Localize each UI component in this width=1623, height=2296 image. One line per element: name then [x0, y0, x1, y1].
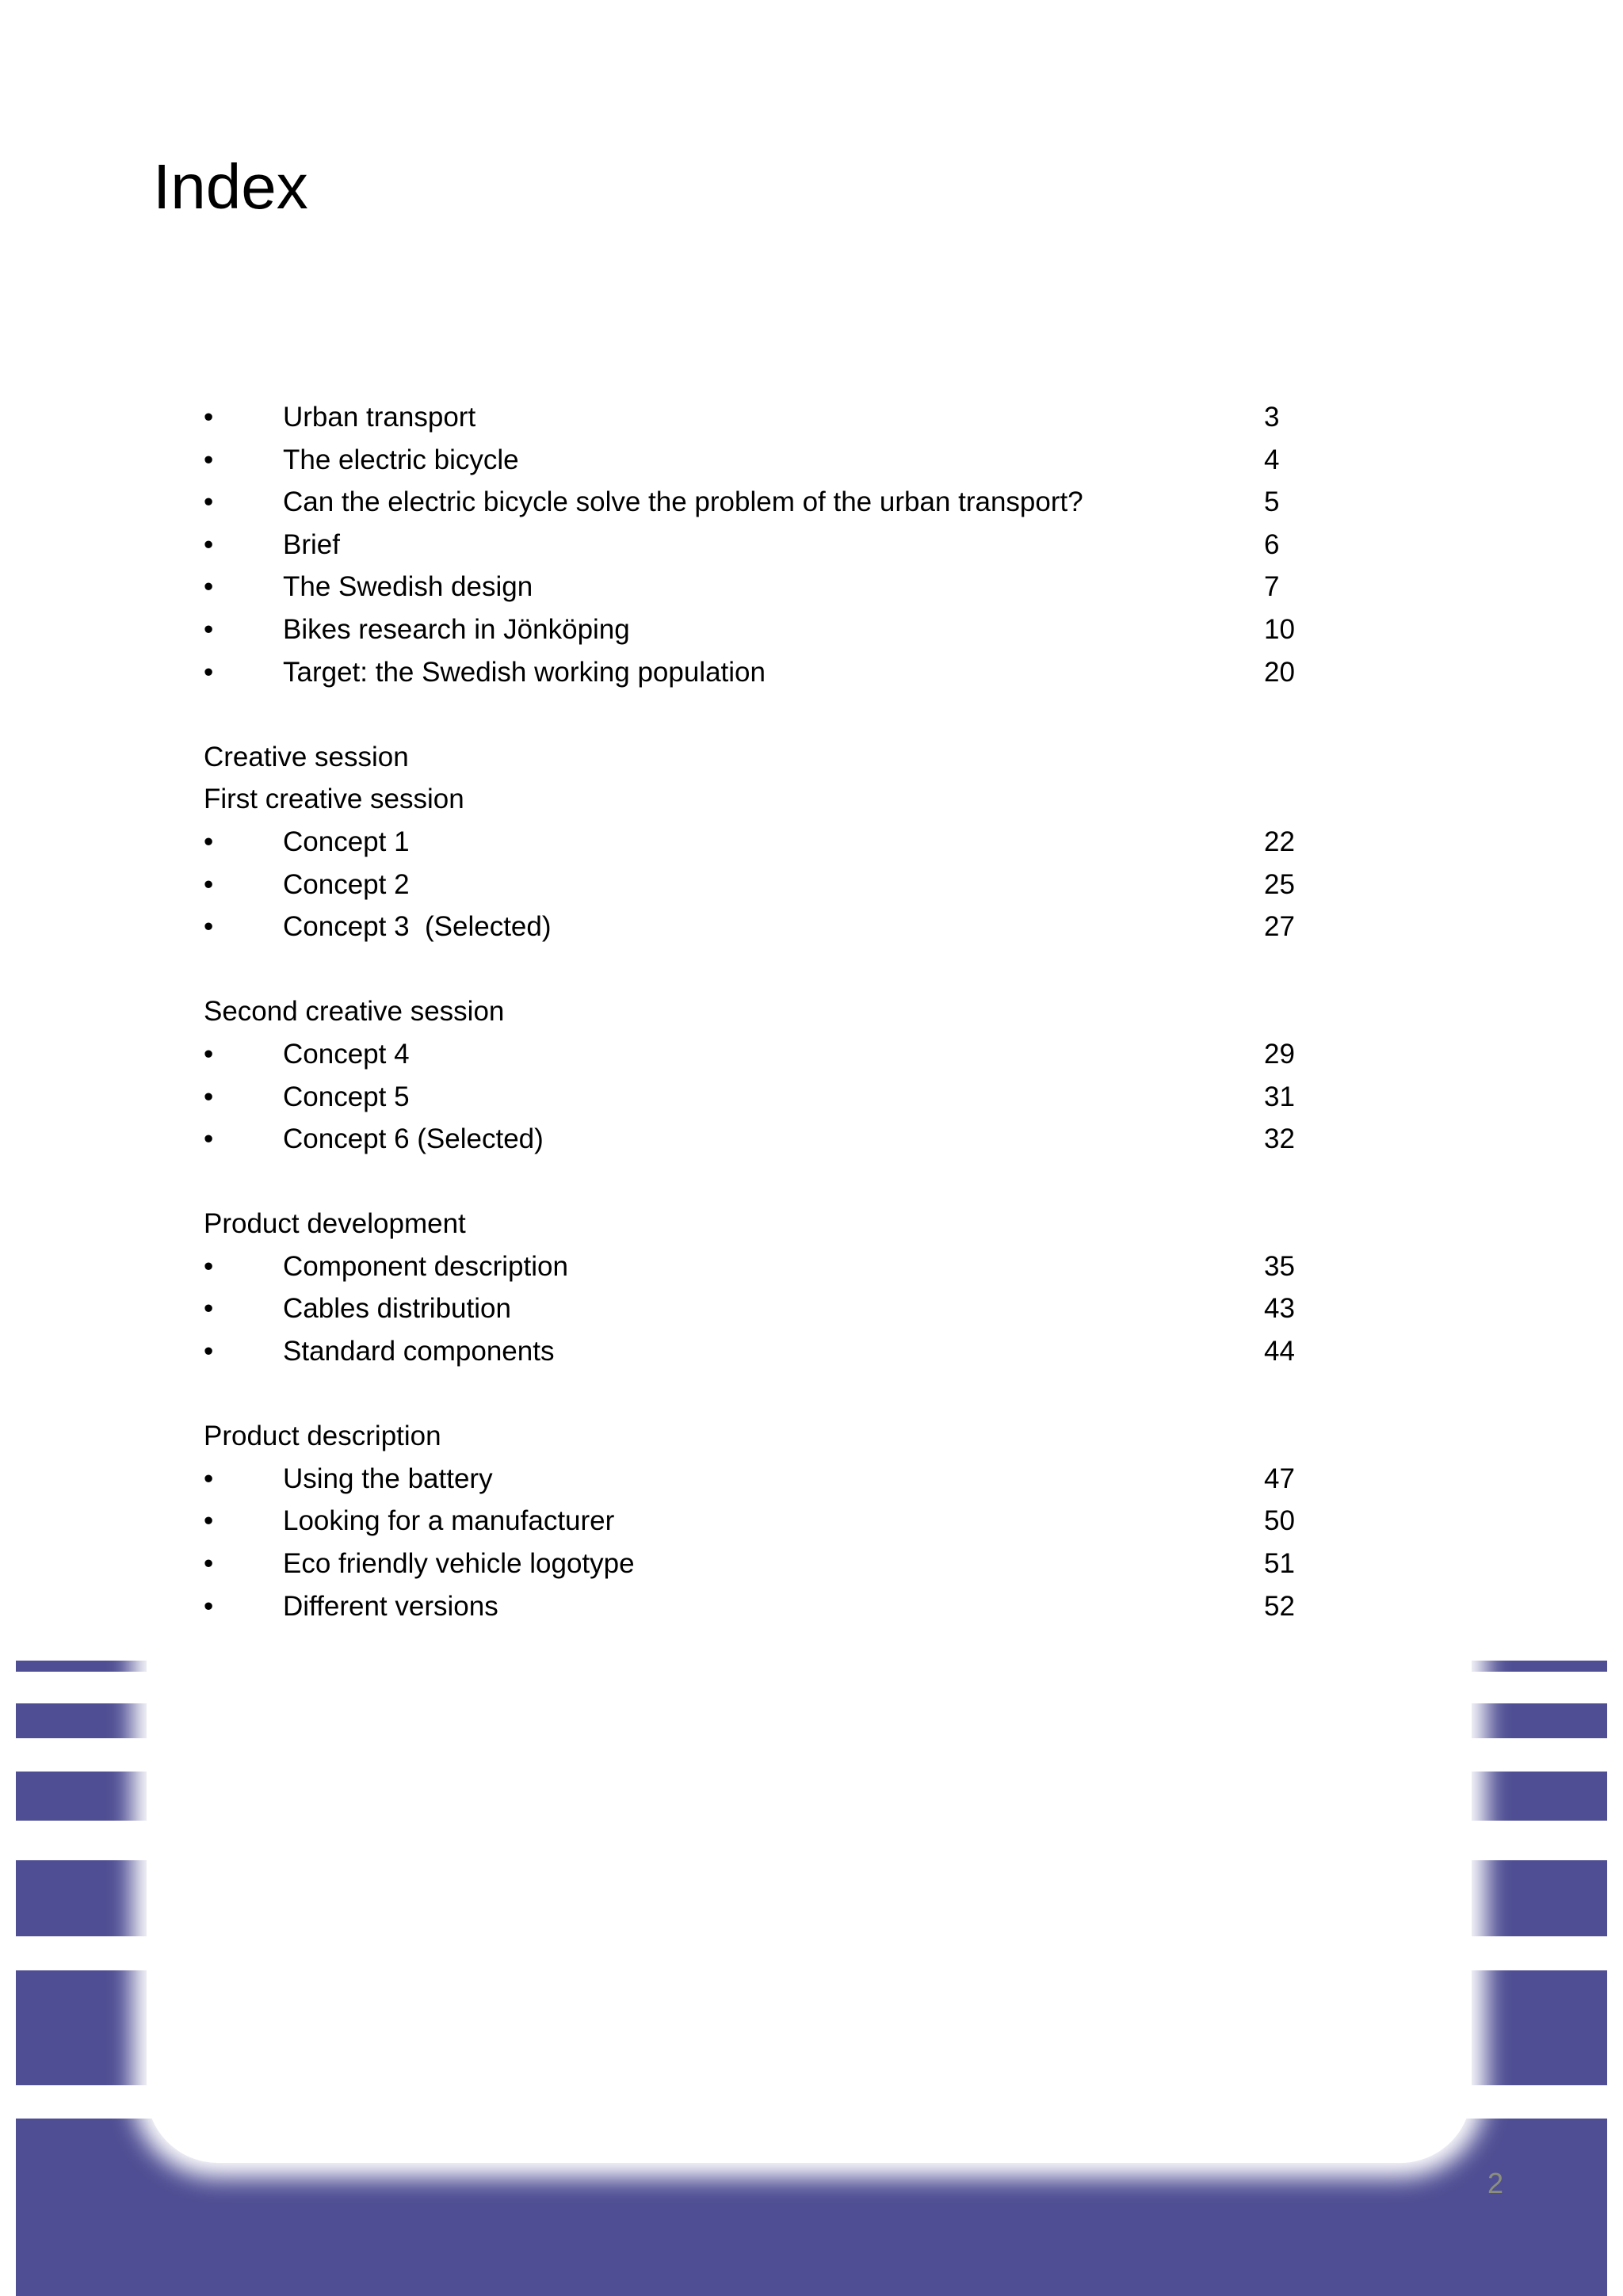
- section-heading-label: Second creative session: [204, 996, 505, 1028]
- toc-entry[interactable]: [204, 906, 1313, 948]
- toc-entry-label: Concept 5: [283, 1081, 410, 1112]
- toc-entry[interactable]: [204, 481, 1313, 524]
- bullet-icon: •: [204, 486, 214, 518]
- bullet-icon: •: [204, 613, 214, 645]
- bullet-icon: •: [204, 1123, 214, 1155]
- section-heading-label: Product description: [204, 1421, 441, 1452]
- toc-entry-label: Concept 2: [283, 868, 410, 900]
- toc-entry-page: 43: [1264, 1293, 1295, 1325]
- section-heading: [204, 1415, 1313, 1458]
- toc-entry-label: Brief: [283, 528, 340, 560]
- bullet-icon: •: [204, 826, 214, 857]
- section-gap: [204, 1373, 1313, 1416]
- toc-entry-label: Can the electric bicycle solve the problem of the urban transport?: [283, 486, 1083, 518]
- section-heading: [204, 1203, 1313, 1245]
- toc-entry-page: 29: [1264, 1038, 1295, 1070]
- toc-entry-label: Standard components: [283, 1336, 555, 1367]
- toc-entry-page: 31: [1264, 1081, 1295, 1112]
- toc-entry-label: Using the battery: [283, 1463, 493, 1494]
- toc-entry[interactable]: [204, 1458, 1313, 1501]
- section-heading-label: Creative session: [204, 741, 409, 772]
- bullet-icon: •: [204, 1336, 214, 1367]
- toc-entry-page: 51: [1264, 1548, 1295, 1580]
- page-number: 2: [1487, 2167, 1504, 2199]
- section-gap: [204, 948, 1313, 991]
- bullet-icon: •: [204, 1463, 214, 1494]
- bullet-icon: •: [204, 444, 214, 475]
- toc-entry[interactable]: [204, 1033, 1313, 1076]
- toc-entry-page: 35: [1264, 1250, 1295, 1282]
- bullet-icon: •: [204, 1081, 214, 1112]
- toc-entry-label: Urban transport: [283, 402, 476, 433]
- bullet-icon: •: [204, 1293, 214, 1325]
- toc-entry[interactable]: [204, 821, 1313, 864]
- bullet-icon: •: [204, 1548, 214, 1580]
- toc-entry[interactable]: [204, 864, 1313, 906]
- toc-entry-label: Concept 3 (Selected): [283, 911, 552, 943]
- toc-entry-page: 50: [1264, 1505, 1295, 1537]
- toc-entry-page: 25: [1264, 868, 1295, 900]
- bullet-icon: •: [204, 868, 214, 900]
- toc-entry-page: 3: [1264, 402, 1280, 433]
- bullet-icon: •: [204, 528, 214, 560]
- toc-entry[interactable]: [204, 1245, 1313, 1288]
- toc-entry-page: 44: [1264, 1336, 1295, 1367]
- toc-entry-label: Eco friendly vehicle logotype: [283, 1548, 635, 1580]
- toc-entry[interactable]: [204, 651, 1313, 694]
- toc-entry-page: 10: [1264, 613, 1295, 645]
- toc-entry-label: The electric bicycle: [283, 444, 519, 475]
- toc-entry-page: 22: [1264, 826, 1295, 857]
- page-title: Index: [153, 151, 308, 222]
- bullet-icon: •: [204, 1505, 214, 1537]
- toc-entry[interactable]: [204, 1118, 1313, 1161]
- bullet-icon: •: [204, 1250, 214, 1282]
- section-gap: [204, 693, 1313, 736]
- toc-entry[interactable]: [204, 1500, 1313, 1543]
- toc-entry[interactable]: [204, 524, 1313, 566]
- toc-entry-page: 5: [1264, 486, 1280, 518]
- toc-entry-page: 47: [1264, 1463, 1295, 1494]
- bullet-icon: •: [204, 402, 214, 433]
- toc-entry[interactable]: [204, 1076, 1313, 1119]
- toc-entry-label: Concept 4: [283, 1038, 410, 1070]
- toc-entry-label: Component description: [283, 1250, 568, 1282]
- toc-entry[interactable]: [204, 396, 1313, 439]
- toc-entry[interactable]: [204, 1543, 1313, 1585]
- toc-entry-page: 4: [1264, 444, 1280, 475]
- section-gap: [204, 1161, 1313, 1203]
- toc-entry-page: 6: [1264, 528, 1280, 560]
- bullet-icon: •: [204, 911, 214, 943]
- toc-entry-label: Bikes research in Jönköping: [283, 613, 630, 645]
- bullet-icon: •: [204, 1590, 214, 1622]
- toc-entry[interactable]: [204, 566, 1313, 608]
- section-heading: [204, 736, 1313, 779]
- toc-entry-page: 52: [1264, 1590, 1295, 1622]
- toc-entry[interactable]: [204, 1585, 1313, 1628]
- table-of-contents: [204, 396, 1313, 1627]
- toc-entry-label: Target: the Swedish working population: [283, 656, 766, 688]
- bullet-icon: •: [204, 1038, 214, 1070]
- toc-entry-label: Different versions: [283, 1590, 498, 1622]
- bullet-icon: •: [204, 571, 214, 603]
- toc-entry-label: Cables distribution: [283, 1293, 511, 1325]
- toc-entry-page: 27: [1264, 911, 1295, 943]
- toc-entry[interactable]: [204, 1330, 1313, 1373]
- toc-entry-label: The Swedish design: [283, 571, 533, 603]
- section-heading: [204, 990, 1313, 1033]
- bullet-icon: •: [204, 656, 214, 688]
- toc-entry-page: 32: [1264, 1123, 1295, 1155]
- toc-entry[interactable]: [204, 608, 1313, 651]
- section-heading-label: Product development: [204, 1208, 466, 1240]
- toc-entry[interactable]: [204, 439, 1313, 482]
- section-heading-label: First creative session: [204, 784, 464, 815]
- section-heading: [204, 778, 1313, 821]
- toc-entry-page: 20: [1264, 656, 1295, 688]
- toc-entry-label: Concept 6 (Selected): [283, 1123, 544, 1155]
- toc-entry-page: 7: [1264, 571, 1280, 603]
- toc-entry[interactable]: [204, 1287, 1313, 1330]
- toc-entry-label: Looking for a manufacturer: [283, 1505, 615, 1537]
- toc-entry-label: Concept 1: [283, 826, 410, 857]
